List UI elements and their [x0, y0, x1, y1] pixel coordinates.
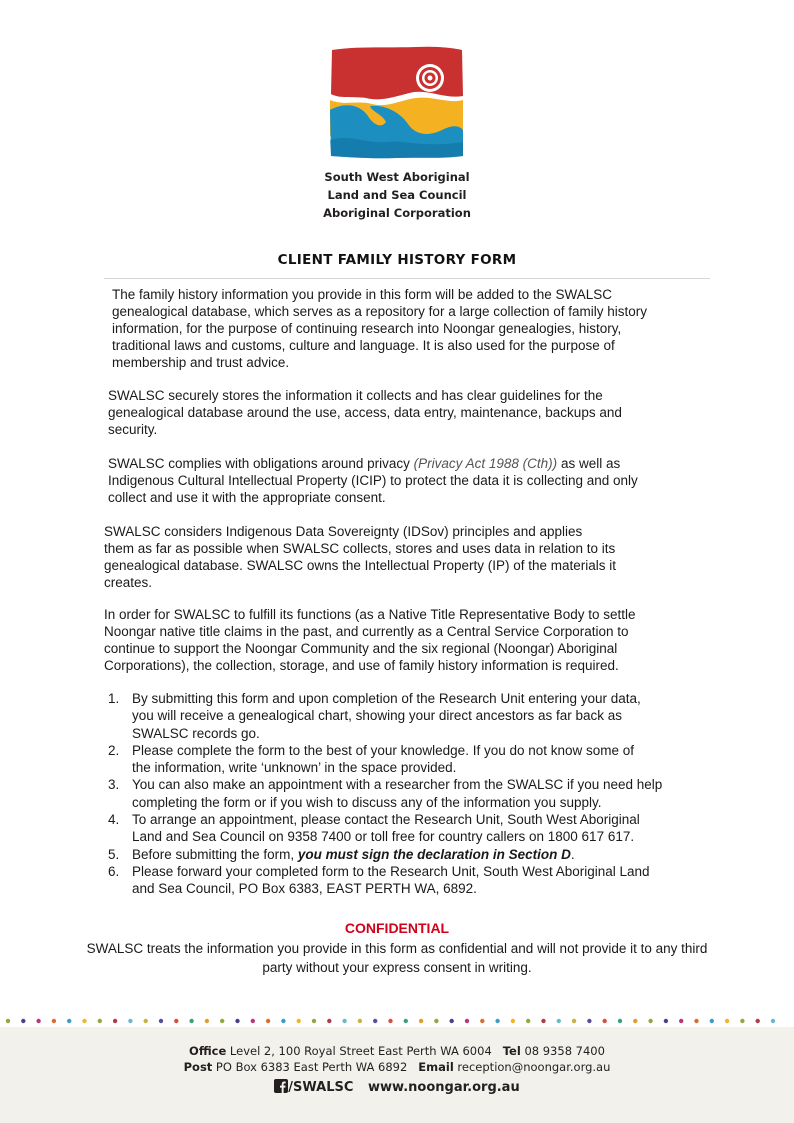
decorative-dot — [6, 1019, 10, 1023]
decorative-dot — [404, 1019, 408, 1023]
intro-p1-line: genealogical database, which serves as a repository for a large collection of family history — [112, 304, 648, 319]
organisation-name — [300, 168, 494, 222]
instruction-number: 2. — [108, 742, 120, 758]
decorative-dot — [710, 1019, 714, 1023]
instruction-text: You can also make an appointment with a researcher from the SWALSC if you need help — [132, 777, 663, 793]
intro-p4-line: creates. — [104, 575, 153, 590]
form-title: CLIENT FAMILY HISTORY FORM — [277, 252, 517, 268]
decorative-dot — [144, 1019, 148, 1023]
facebook-icon[interactable] — [274, 1079, 288, 1093]
post-address: PO Box 6383 East Perth WA 6892 — [212, 1060, 408, 1074]
tel-label: Tel — [502, 1044, 521, 1058]
decorative-dot — [159, 1019, 163, 1023]
decorative-dot — [633, 1019, 637, 1023]
decorative-dot — [220, 1019, 224, 1023]
footer — [0, 1027, 794, 1123]
decorative-dot — [480, 1019, 484, 1023]
decorative-dot — [572, 1019, 576, 1023]
org-name-line-3: Aboriginal Corporation — [323, 206, 471, 220]
instruction-number: 3. — [108, 777, 120, 793]
instruction-text: Land and Sea Council on 9358 7400 or toll free for country callers on 1800 617 617. — [132, 829, 635, 845]
logo-target-center — [428, 76, 433, 81]
instruction-text: completing the form or if you wish to discuss any of the information you supply. — [132, 794, 602, 810]
footer-post-line — [0, 1060, 794, 1074]
decorative-dot — [266, 1019, 270, 1023]
office-label: Office — [189, 1044, 227, 1058]
intro-p5-line: Corporations), the collection, storage, and use of family history information is required. — [104, 658, 619, 673]
decorative-dot — [740, 1019, 744, 1023]
instruction-text: To arrange an appointment, please contact the Research Unit, South West Aboriginal — [132, 812, 640, 828]
decorative-dot — [297, 1019, 301, 1023]
intro-p2-line: security. — [108, 422, 158, 437]
instruction-text: Before submitting the form, — [132, 846, 298, 862]
decorative-dot — [327, 1019, 331, 1023]
intro-p4-line: genealogical database. SWALSC owns the Intellectual Property (IP) of the materials it — [104, 558, 617, 573]
confidential-notice — [0, 939, 794, 977]
instruction-item-5 — [108, 846, 708, 863]
decorative-dot — [281, 1019, 285, 1023]
tel-number: 08 9358 7400 — [520, 1044, 605, 1058]
confidential-line: SWALSC treats the information you provide in this form as confidential and will not provide it to any third — [86, 941, 708, 956]
declaration-emphasis: you must sign the declaration in Section D — [297, 846, 571, 862]
email-label: Email — [418, 1060, 454, 1074]
instruction-text: . — [570, 846, 575, 862]
decorative-dot — [358, 1019, 362, 1023]
decorative-dot — [419, 1019, 423, 1023]
instruction-text: Please forward your completed form to the Research Unit, South West Aboriginal Land — [132, 863, 650, 879]
decorative-dot — [557, 1019, 561, 1023]
intro-p5-line: continue to support the Noongar Community and the six regional (Noongar) Aboriginal — [104, 641, 618, 656]
intro-paragraph-3 — [108, 455, 708, 506]
intro-p4-line: them as far as possible when SWALSC collects, stores and uses data in relation to its — [104, 541, 616, 556]
website-link[interactable]: www.noongar.org.au — [368, 1080, 520, 1095]
footer-office-line — [0, 1044, 794, 1058]
intro-p1-line: information, for the purpose of continuing research into Noongar genealogies, history, — [112, 321, 622, 336]
org-name-line-1: South West Aboriginal — [324, 170, 470, 184]
decorative-dot — [587, 1019, 591, 1023]
confidential-heading: CONFIDENTIAL — [344, 920, 450, 936]
intro-p1-line: membership and trust advice. — [112, 355, 290, 370]
instructions-list — [108, 690, 708, 898]
decorative-dot — [694, 1019, 698, 1023]
intro-p4-line: SWALSC considers Indigenous Data Sovereignty (IDSov) principles and applies — [104, 524, 583, 539]
instruction-text: SWALSC records go. — [132, 725, 260, 741]
email-address[interactable]: reception@noongar.org.au — [453, 1060, 611, 1074]
decorative-dot — [36, 1019, 40, 1023]
decorative-dot — [251, 1019, 255, 1023]
decorative-dot — [373, 1019, 377, 1023]
decorative-dot — [434, 1019, 438, 1023]
decorative-dot — [771, 1019, 775, 1023]
footer-web-line — [0, 1079, 794, 1095]
decorative-dot-border — [0, 1014, 794, 1028]
intro-p2-line: genealogical database around the use, access, data entry, maintenance, backups and — [108, 405, 622, 420]
decorative-dot — [679, 1019, 683, 1023]
title-divider — [104, 278, 710, 279]
social-handle[interactable]: /SWALSC — [288, 1080, 354, 1095]
instruction-number: 4. — [108, 812, 120, 828]
privacy-act-citation: (Privacy Act 1988 (Cth)) — [413, 456, 558, 471]
instruction-item-1 — [108, 690, 708, 742]
instruction-text: Please complete the form to the best of your knowledge. If you do not know some of — [132, 742, 635, 758]
intro-p1-line: The family history information you provide in this form will be added to the SWALSC — [112, 287, 612, 302]
privacy-text-end: as well as — [557, 456, 621, 471]
post-label: Post — [183, 1060, 213, 1074]
intro-paragraph-4 — [104, 523, 704, 591]
intro-p3-line: collect and use it with the appropriate consent. — [108, 490, 386, 505]
intro-p5-line: In order for SWALSC to fulfill its functions (as a Native Title Representative Body to settle — [104, 607, 636, 622]
decorative-dot — [664, 1019, 668, 1023]
decorative-dot — [235, 1019, 239, 1023]
office-address: Level 2, 100 Royal Street East Perth WA 6004 — [226, 1044, 492, 1058]
decorative-dot — [82, 1019, 86, 1023]
decorative-dot — [52, 1019, 56, 1023]
decorative-dot — [67, 1019, 71, 1023]
decorative-dot — [465, 1019, 469, 1023]
decorative-dot — [21, 1019, 25, 1023]
instruction-text: the information, write ‘unknown’ in the space provided. — [132, 760, 457, 776]
swalsc-logo — [326, 44, 466, 162]
org-name-line-2: Land and Sea Council — [327, 188, 467, 202]
decorative-dot — [98, 1019, 102, 1023]
instruction-item-3 — [108, 776, 708, 811]
instruction-item-6 — [108, 863, 708, 898]
decorative-dot — [388, 1019, 392, 1023]
instruction-item-4 — [108, 811, 708, 846]
intro-paragraph-1 — [112, 286, 712, 371]
intro-p5-line: Noongar native title claims in the past, and currently as a Central Service Corporation to — [104, 624, 629, 639]
instruction-number: 5. — [108, 846, 120, 862]
decorative-dot — [205, 1019, 209, 1023]
decorative-dot — [511, 1019, 515, 1023]
decorative-dot — [342, 1019, 346, 1023]
decorative-dot — [541, 1019, 545, 1023]
decorative-dot — [113, 1019, 117, 1023]
logo-red-field — [331, 47, 463, 100]
intro-paragraph-5 — [104, 606, 704, 674]
instruction-text: you will receive a genealogical chart, showing your direct ancestors as far back as — [132, 708, 622, 724]
decorative-dot — [648, 1019, 652, 1023]
instruction-number: 6. — [108, 863, 120, 879]
intro-p2-line: SWALSC securely stores the information it collects and has clear guidelines for the — [108, 388, 603, 403]
intro-p3-line: Indigenous Cultural Intellectual Property (ICIP) to protect the data it is collecting and only — [108, 473, 638, 488]
instruction-number: 1. — [108, 691, 120, 706]
decorative-dot — [128, 1019, 132, 1023]
intro-paragraph-2 — [108, 387, 708, 438]
instruction-text: and Sea Council, PO Box 6383, EAST PERTH WA, 6892. — [132, 881, 477, 897]
decorative-dot — [450, 1019, 454, 1023]
decorative-dot — [618, 1019, 622, 1023]
decorative-dot — [725, 1019, 729, 1023]
decorative-dot — [495, 1019, 499, 1023]
intro-p1-line: traditional laws and customs, culture and language. It is also used for the purpose of — [112, 338, 615, 353]
decorative-dot — [526, 1019, 530, 1023]
decorative-dot — [603, 1019, 607, 1023]
decorative-dot — [756, 1019, 760, 1023]
instruction-text: By submitting this form and upon completion of the Research Unit entering your data, — [132, 691, 641, 706]
decorative-dot — [174, 1019, 178, 1023]
privacy-text: SWALSC complies with obligations around privacy — [108, 456, 414, 471]
confidential-line: party without your express consent in writing. — [262, 960, 532, 975]
decorative-dot — [189, 1019, 193, 1023]
instruction-item-2 — [108, 742, 708, 777]
decorative-dot — [312, 1019, 316, 1023]
